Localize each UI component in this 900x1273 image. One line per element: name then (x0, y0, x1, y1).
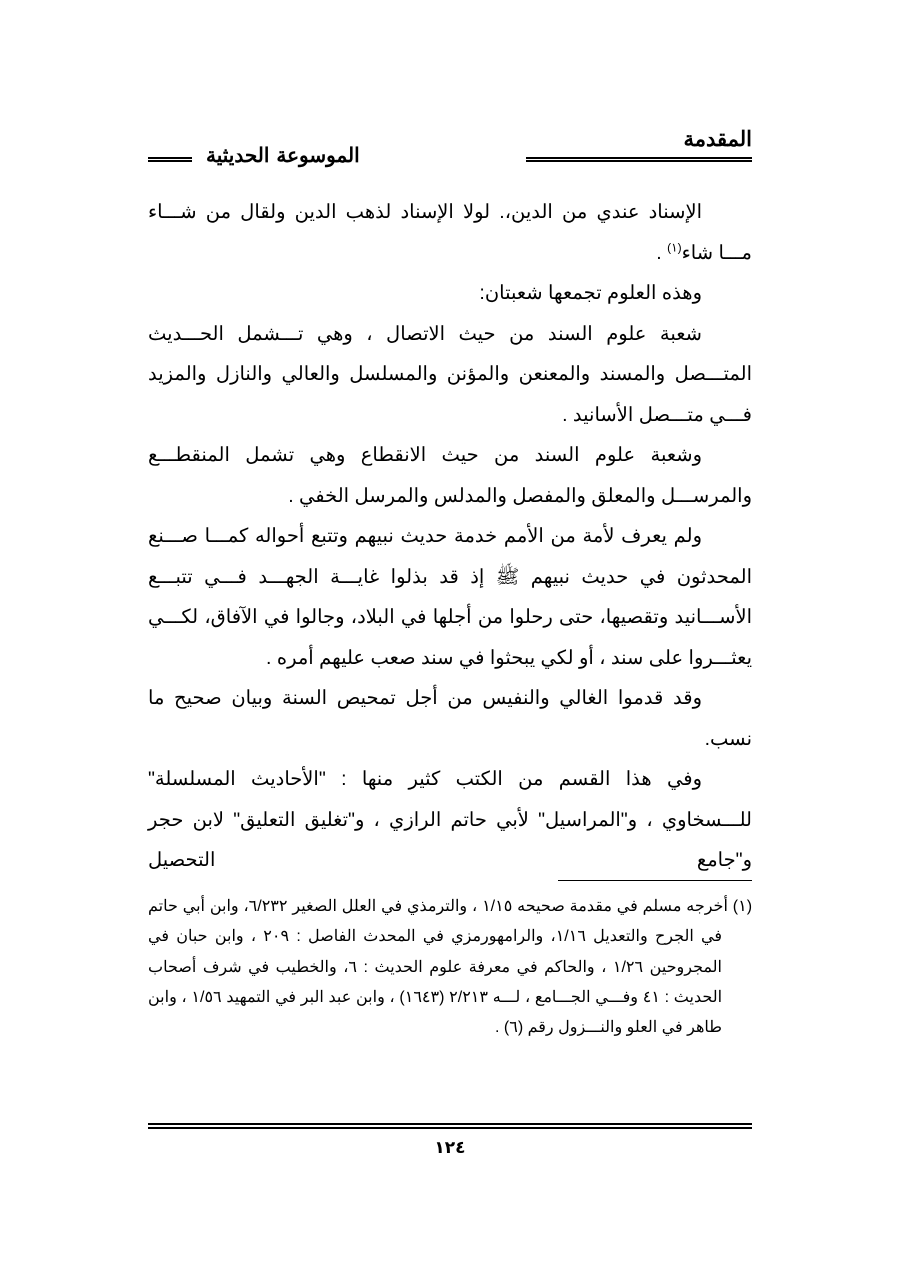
main-text (148, 192, 752, 881)
footnote-reference: (١) (667, 240, 682, 254)
paragraph: وهذه العلوم تجمعها شعبتان: (479, 282, 702, 304)
paragraph: ولم يعرف لأمة من الأمم خدمة حديث نبيهم وتتبع أحواله كمـــا صـــنع المحدثون في حديث نبيهم ﷺ إذ قد بذلوا غايـــة الجهـــد فـــي تتبـــع الأســـانيد وتقصيها، حتى رحلوا من أجلها في البلاد، وجالوا في الآفاق، لكـــي يعثـــروا على سند ، أو لكي يبحثوا في سند صعب عليهم أمره . (148, 525, 752, 669)
paragraph (148, 192, 752, 273)
chapter-title: المقدمة (683, 126, 752, 151)
header-rule-short (148, 157, 192, 162)
page-number: ١٢٤ (434, 1138, 466, 1158)
paragraph: وقد قدموا الغالي والنفيس من أجل تمحيص السنة وبيان صحيح ما نسب. (148, 687, 752, 750)
footer-rule (148, 1123, 752, 1129)
page-header (148, 124, 752, 174)
footnotes (148, 892, 752, 1043)
footnote-separator (558, 880, 752, 881)
header-rule (526, 157, 752, 162)
footnote: (١) أخرجه مسلم في مقدمة صحيحه ١/١٥ ، والترمذي في العلل الصغير ٦/٢٣٢، وابن أبي حاتم في الجرح والتعديل ١/١٦، والرامهورمزي في المحدث الفاصل : ٢٠٩ ، وابن حبان في المجروحين ١/٢٦ ، والحاكم في معرفة علوم الحديث : ٦، والخطيب في شرف أصحاب الحديث : ٤١ وفـــي الجـــامع ، لـــه ٢/٢١٣ (١٦٤٣) ، وابن عبد البر في التمهيد ١/٥٦ ، وابن طاهر في العلو والنـــزول رقم (٦) . (148, 898, 753, 1037)
paragraph: وفي هذا القسم من الكتب كثير منها : "الأحاديث المسلسلة" للـــسخاوي ، و"المراسيل" لأبي حاتم الرازي ، و"تغليق التعليق" لابن حجر و"جامع التحصيل (148, 768, 752, 871)
paragraph-text-end: . (656, 241, 668, 264)
paragraph: شعبة علوم السند من حيث الاتصال ، وهي تـــشمل الحـــديث المتـــصل والمسند والمعنعن والمؤنن والمسلسل والعالي والنازل والمزيد فـــي متـــصل الأسانيد . (148, 322, 752, 426)
paragraph-text: الإسناد عندي من الدين،. لولا الإسناد لذهب الدين ولقال من شـــاء مـــا شاء (148, 201, 752, 264)
paragraph: وشعبة علوم السند من حيث الانقطاع وهي تشمل المنقطـــع والمرســـل والمعلق والمفصل والمدلس والمرسل الخفي . (148, 444, 752, 507)
book-title: الموسوعة الحديثية (206, 143, 360, 167)
